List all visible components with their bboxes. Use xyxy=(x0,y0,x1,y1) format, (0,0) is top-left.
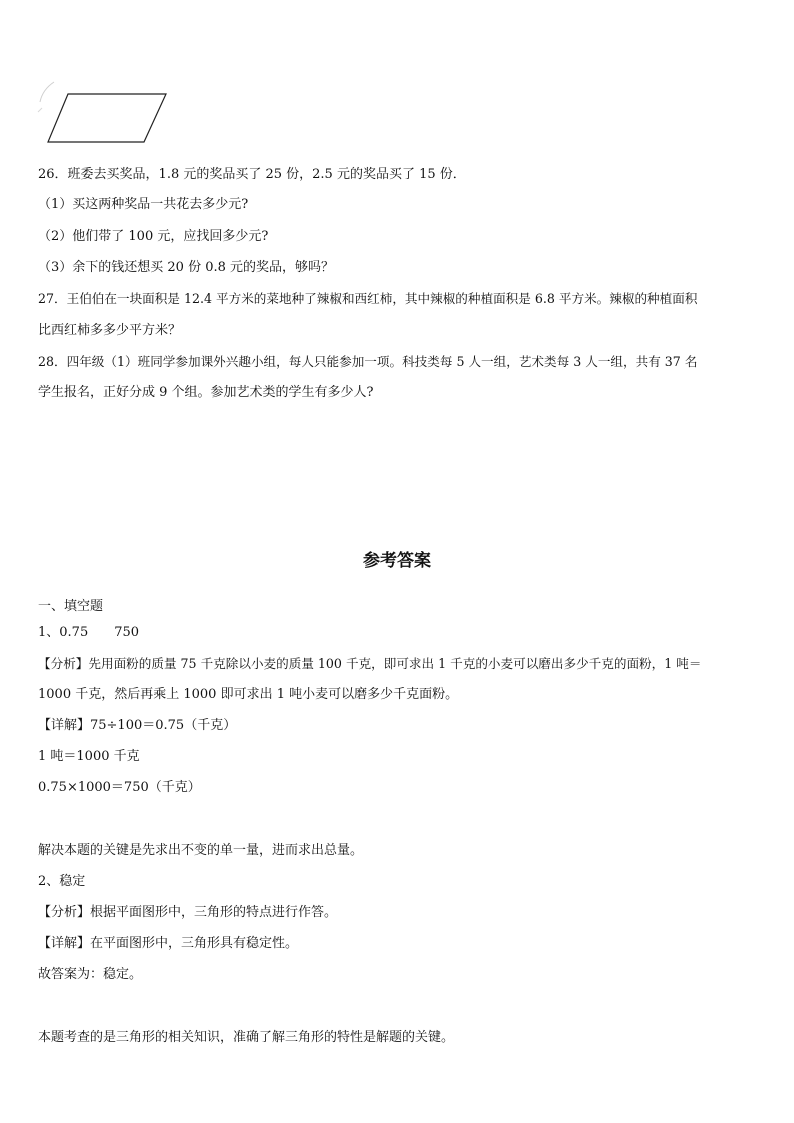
answers-title: 参考答案 xyxy=(363,551,431,571)
answer-1-detail-line2: 1 吨＝1000 千克 xyxy=(38,749,140,764)
answer-1-detail-line1: 【详解】75÷100＝0.75（千克） xyxy=(38,718,237,733)
answer-2-detail: 【详解】在平面图形中，三角形具有稳定性。 xyxy=(38,936,299,951)
question-26-stem: 26．班委去买奖品，1.8 元的奖品买了 25 份，2.5 元的奖品买了 15 份． xyxy=(38,167,466,182)
answer-2-analysis: 【分析】根据平面图形中，三角形的特点进行作答。 xyxy=(38,905,338,920)
question-26-sub2: （2）他们带了 100 元，应找回多少元? xyxy=(38,229,269,244)
answer-1-key-point: 解决本题的关键是先求出不变的单一量，进而求出总量。 xyxy=(38,843,364,858)
answer-1-detail-line3: 0.75×1000＝750（千克） xyxy=(38,780,201,795)
answer-1-analysis-line2: 1000 千克，然后再乘上 1000 即可求出 1 吨小麦可以磨多少千克面粉。 xyxy=(38,687,459,702)
question-27-line2: 比西红柿多多少平方米？ xyxy=(38,323,182,338)
answer-2-answer: 故答案为：稳定。 xyxy=(38,967,143,982)
question-26-sub3: （3）余下的钱还想买 20 份 0.8 元的奖品，够吗？ xyxy=(38,260,335,275)
question-28-line1: 28．四年级（1）班同学参加课外兴趣小组，每人只能参加一项。科技类每 5 人一组，艺术类每 3 人一组，共有 37 名 xyxy=(38,354,698,369)
question-28-line2: 学生报名，正好分成 9 个组。参加艺术类的学生有多少人? xyxy=(38,385,374,400)
answer-1-label: 1、0.75 750 xyxy=(38,625,140,640)
question-27-line1: 27．王伯伯在一块面积是 12.4 平方米的菜地种了辣椒和西红柿，其中辣椒的种植面积是 6.8 平方米。辣椒的种植面积 xyxy=(38,291,698,306)
question-26-sub1: （1）买这两种奖品一共花去多少元? xyxy=(38,197,249,212)
parallelogram-figure xyxy=(36,72,176,148)
answer-2-label: 2、稳定 xyxy=(38,874,86,889)
section-heading: 一、填空题 xyxy=(38,599,104,614)
answer-1-analysis-line1: 【分析】先用面粉的质量 75 千克除以小麦的质量 100 千克，即可求出 1 千克的小麦可以磨出多少千克的面粉，1 吨＝ xyxy=(38,656,702,671)
answer-2-key-point: 本题考查的是三角形的相关知识，准确了解三角形的特性是解题的关键。 xyxy=(38,1030,455,1045)
